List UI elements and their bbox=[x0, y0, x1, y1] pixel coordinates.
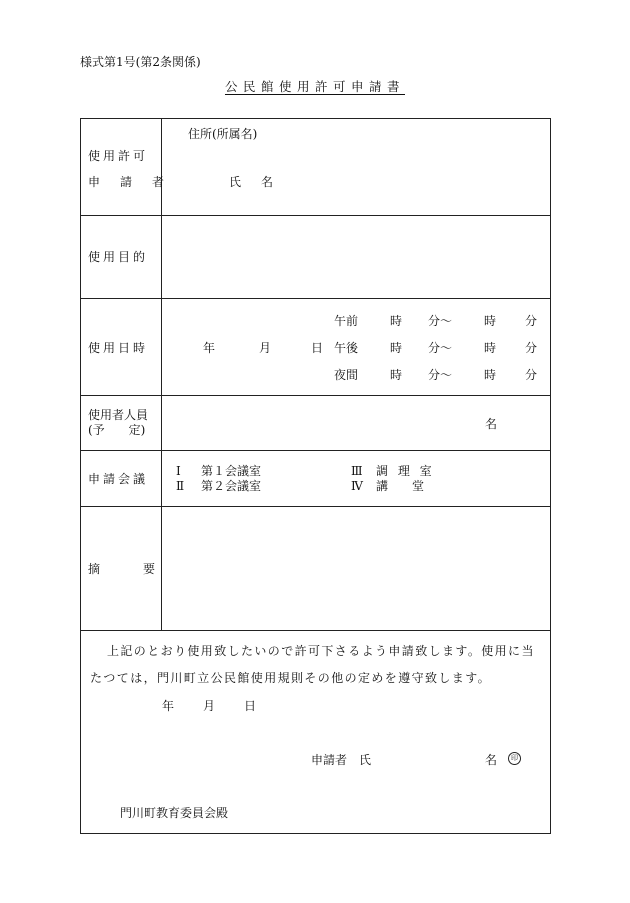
period-name: 午後 bbox=[334, 341, 359, 355]
end-hour[interactable]: 時 bbox=[484, 314, 497, 328]
start-minute[interactable]: 分～ bbox=[428, 314, 453, 328]
applicant-signature-label: 申請者 氏 bbox=[311, 753, 372, 767]
end-minute[interactable]: 分 bbox=[525, 368, 538, 382]
row-divider bbox=[80, 450, 551, 451]
end-minute[interactable]: 分 bbox=[525, 341, 538, 355]
period-name: 午前 bbox=[334, 314, 359, 328]
date-month[interactable]: 月 bbox=[259, 341, 272, 355]
declaration-line2: たつては，門川町立公民館使用規則その他の定めを遵守致します。 bbox=[90, 671, 492, 685]
signature-name-field[interactable]: 名 bbox=[485, 753, 498, 767]
row-divider bbox=[80, 215, 551, 216]
name-field[interactable]: 氏 名 bbox=[229, 175, 278, 189]
applicant-label-line1: 使用許可 bbox=[88, 149, 149, 163]
row-divider bbox=[80, 395, 551, 396]
purpose-field[interactable] bbox=[165, 220, 545, 294]
address-field[interactable]: 住所(所属名) bbox=[188, 127, 258, 141]
room-number: Ⅰ bbox=[176, 464, 181, 478]
end-hour[interactable]: 時 bbox=[484, 341, 497, 355]
end-hour[interactable]: 時 bbox=[484, 368, 497, 382]
attendees-label-line2: (予 定) bbox=[88, 423, 146, 437]
period-name: 夜間 bbox=[334, 368, 359, 382]
column-divider bbox=[161, 118, 162, 630]
room-option[interactable]: 第２会議室 bbox=[201, 479, 262, 493]
declaration-date-month[interactable]: 月 bbox=[203, 699, 216, 713]
summary-label-char: 要 bbox=[143, 562, 156, 576]
declaration-line1: 上記のとおり使用致したいので許可下さるよう申請致します。使用に当 bbox=[107, 644, 535, 658]
datetime-label: 使用日時 bbox=[88, 341, 149, 355]
attendees-label-line1: 使用者人員 bbox=[88, 408, 149, 422]
summary-label-char: 摘 bbox=[88, 562, 101, 576]
row-divider bbox=[80, 298, 551, 299]
date-day[interactable]: 日 bbox=[311, 341, 324, 355]
rooms-label: 申請会議 bbox=[88, 472, 149, 486]
applicant-label-line2: 申請者 bbox=[88, 175, 185, 189]
form-title: 公民館使用許可申請書 bbox=[224, 79, 405, 94]
form-number: 様式第1号(第2条関係) bbox=[80, 55, 201, 69]
room-option[interactable]: 第１会議室 bbox=[201, 464, 262, 478]
row-divider bbox=[80, 506, 551, 507]
start-hour[interactable]: 時 bbox=[390, 314, 403, 328]
room-option[interactable]: 調 理 室 bbox=[376, 464, 435, 478]
attendees-unit[interactable]: 名 bbox=[485, 417, 498, 431]
room-number: Ⅱ bbox=[176, 479, 185, 493]
declaration-date-day[interactable]: 日 bbox=[244, 699, 257, 713]
summary-field[interactable] bbox=[165, 511, 545, 625]
addressee: 門川町教育委員会殿 bbox=[120, 806, 229, 820]
start-hour[interactable]: 時 bbox=[390, 368, 403, 382]
room-option[interactable]: 講 堂 bbox=[376, 479, 425, 493]
start-minute[interactable]: 分～ bbox=[428, 341, 453, 355]
room-number: Ⅳ bbox=[351, 479, 363, 493]
date-year[interactable]: 年 bbox=[203, 341, 216, 355]
start-hour[interactable]: 時 bbox=[390, 341, 403, 355]
room-number: Ⅲ bbox=[351, 464, 363, 478]
seal-icon: 印 bbox=[508, 752, 521, 765]
declaration-date-year[interactable]: 年 bbox=[162, 699, 175, 713]
purpose-label: 使用目的 bbox=[88, 250, 149, 264]
start-minute[interactable]: 分～ bbox=[428, 368, 453, 382]
row-divider bbox=[80, 630, 551, 631]
end-minute[interactable]: 分 bbox=[525, 314, 538, 328]
